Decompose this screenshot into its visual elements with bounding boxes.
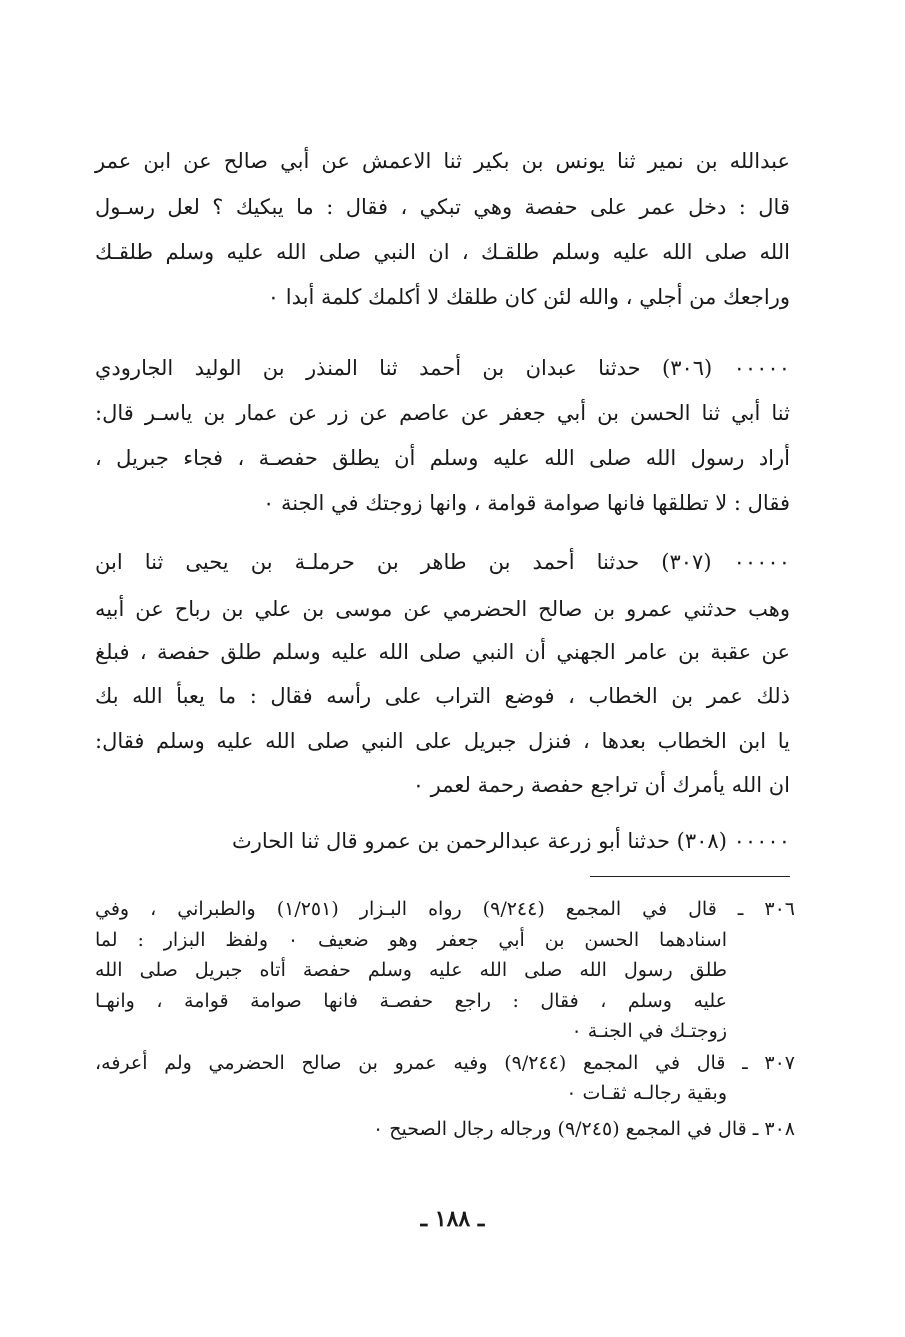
hadith-308-line: ٠٠٠٠٠ (٣٠٨) حدثنا أبو زرعة عبدالرحمن بن عمرو قال ثنا الحارث <box>232 829 790 853</box>
body-text-line: الله صلى الله عليه وسلم طلقـك ، ان النبي صلى الله عليه وسلم طلقـك <box>95 240 790 264</box>
page-number: ـ ١٨٨ ـ <box>420 1206 485 1232</box>
footnote-line: وبقية رجالـه ثقـات ٠ <box>566 1082 727 1104</box>
body-text-line: ثنا أبي ثنا الحسن بن أبي جعفر عن عاصم عن زر عن عمار بن ياسـر قال: <box>95 401 790 425</box>
footnote-line: اسنادهما الحسن بن أبي جعفر وهو ضعيف ٠ ولفظ البزار : لما <box>95 929 727 951</box>
hadith-306-line: ٠٠٠٠٠ (٣٠٦) حدثنا عبدان بن أحمد ثنا المنذر بن الوليد الجارودي <box>95 356 790 380</box>
body-text-line: ذلك عمر بن الخطاب ، فوضع التراب على رأسه فقال : ما يعبأ الله بك <box>95 684 790 708</box>
body-text-line: وراجعك من أجلي ، والله لئن كان طلقك لا أكلمك كلمة أبدا ٠ <box>267 285 790 309</box>
body-text-line: وهب حدثني عمرو بن صالح الحضرمي عن موسى بن علي بن رباح عن أبيه <box>95 597 790 621</box>
body-text-line: قال : دخل عمر على حفصة وهي تبكي ، فقال : ما يبكيك ؟ لعل رسـول <box>95 195 790 219</box>
footnote-line: طلق رسول الله صلى الله عليه وسلم حفصة أتاه جبريل صلى الله <box>95 959 727 981</box>
footnote-306: ٣٠٦ ـ قال في المجمع (٩/٢٤٤) رواه البـزار (١/٢٥١) والطبراني ، وفي <box>95 898 795 920</box>
body-text-line: عبدالله بن نمير ثنا يونس بن بكير ثنا الاعمش عن أبي صالح عن ابن عمر <box>95 149 790 173</box>
body-text-line: فقال : لا تطلقها فانها صوامة قوامة ، وانها زوجتك في الجنة ٠ <box>263 491 790 515</box>
footnote-308: ٣٠٨ ـ قال في المجمع (٩/٢٤٥) ورجاله رجال الصحيح ٠ <box>372 1118 795 1140</box>
body-text-line: ان الله يأمرك أن تراجع حفصة رحمة لعمر ٠ <box>412 773 790 797</box>
footnote-separator <box>590 876 790 877</box>
footnote-307: ٣٠٧ ـ قال في المجمع (٩/٢٤٤) وفيه عمرو بن صالح الحضرمي ولم أعرفه، <box>95 1052 795 1074</box>
hadith-307-line: ٠٠٠٠٠ (٣٠٧) حدثنا أحمد بن طاهر بن حرملـة بن يحيى ثنا ابن <box>95 550 790 574</box>
footnote-line: زوجتـك في الجنـة ٠ <box>571 1020 727 1042</box>
footnote-line: عليه وسلم ، فقال : راجع حفصـة فانها صوامة قوامة ، وانهـا <box>95 990 727 1012</box>
body-text-line: عن عقبة بن عامر الجهني أن النبي صلى الله عليه وسلم طلق حفصة ، فبلغ <box>95 640 790 664</box>
body-text-line: يا ابن الخطاب بعدها ، فنزل جبريل على النبي صلى الله عليه وسلم فقال: <box>95 729 790 753</box>
body-text-line: أراد رسول الله صلى الله عليه وسلم أن يطلق حفصـة ، فجاء جبريل ، <box>95 446 790 470</box>
